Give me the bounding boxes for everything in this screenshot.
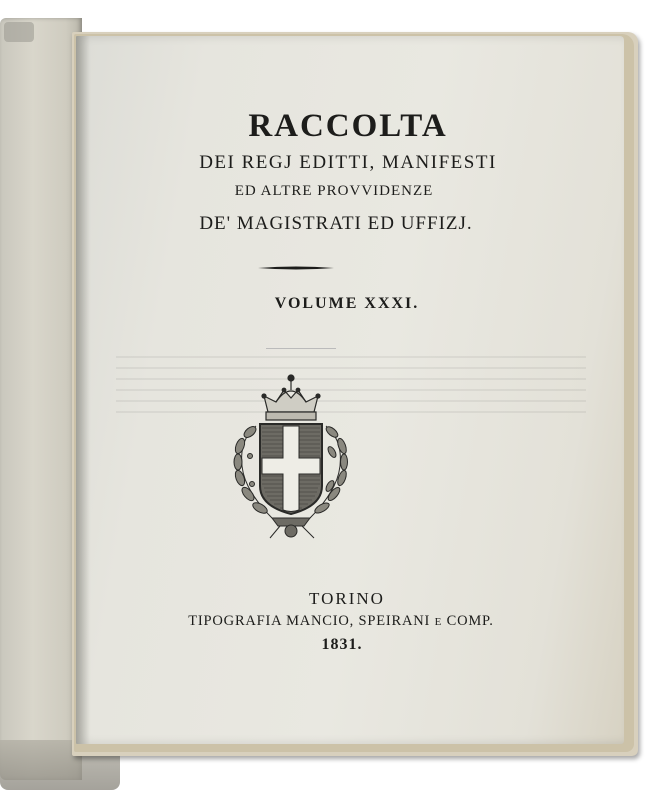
volume-label: VOLUME XXXI.: [274, 295, 420, 312]
printer-end: COMP.: [446, 613, 494, 629]
imprint-year: 1831.: [321, 636, 363, 653]
book-title: RACCOLTA: [248, 108, 448, 144]
thin-divider: [266, 348, 336, 349]
decorative-rule-icon: [258, 266, 334, 270]
imprint-printer: [76, 613, 615, 630]
printer-main: TIPOGRAFIA MANCIO, SPEIRANI: [188, 613, 431, 629]
printer-conjunction: E: [434, 616, 443, 628]
savoy-cross-coat-of-arms-icon: [220, 366, 362, 542]
imprint-city: TORINO: [309, 589, 385, 608]
subtitle-line-1: DEI REGJ EDITTI, MANIFESTI: [199, 152, 497, 173]
book-cover-left: [0, 18, 82, 780]
title-page: [76, 36, 624, 744]
subtitle-line-3: DE' MAGISTRATI ED UFFIZJ.: [199, 213, 473, 234]
subtitle-line-2: ED ALTRE PROVVIDENZE: [234, 183, 434, 199]
